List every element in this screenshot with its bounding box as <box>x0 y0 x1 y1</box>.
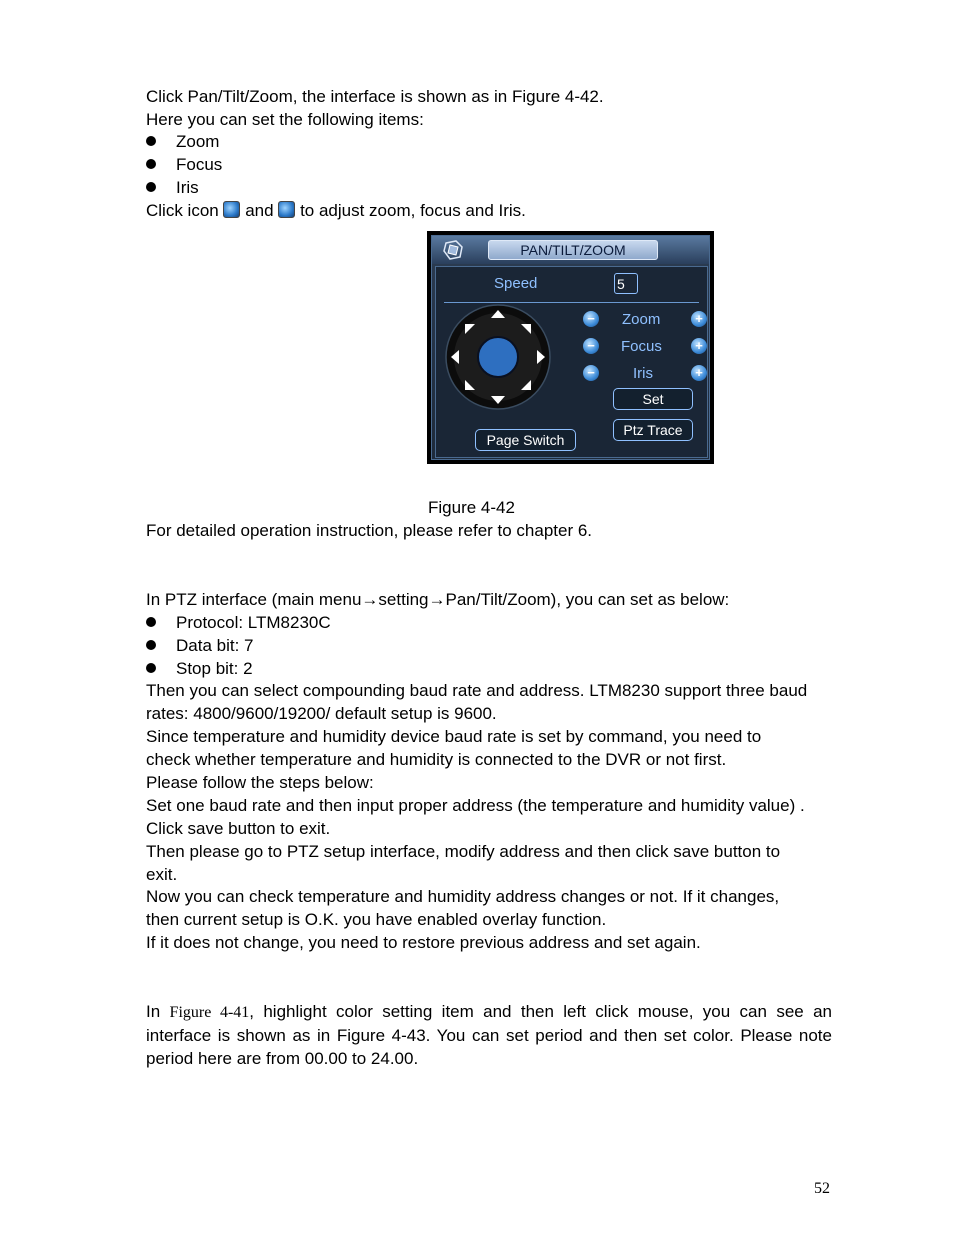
paragraph-step-2b: exit. <box>146 865 178 884</box>
paragraph-check-1: Since temperature and humidity device baud rate is set by command, you need to <box>146 727 762 746</box>
bullet-dot <box>146 640 156 650</box>
zoom-label: Zoom <box>622 311 661 328</box>
direction-pad[interactable] <box>445 304 551 410</box>
bullet-text: Protocol: LTM8230C <box>176 613 331 632</box>
iris-plus-icon[interactable]: + <box>691 365 707 381</box>
ptz-trace-button[interactable]: Ptz Trace <box>613 419 693 441</box>
icons-text-before: Click icon <box>146 201 219 220</box>
paragraph-ptz-interface: In PTZ interface (main menu→setting→Pan/Tilt/Zoom), you can set as below: <box>146 590 730 609</box>
color-text-post: , highlight color setting item and then left click mouse, you can see an interface is shown as in Figure 4-43. You can set period and then set color. Please note period here are from 00.00 to 24.00. <box>146 1002 832 1068</box>
paragraph-step-3: Now you can check temperature and humidity address changes or not. If it changes, <box>146 887 780 906</box>
paragraph-reference: For detailed operation instruction, please refer to chapter 6. <box>146 521 593 540</box>
bullet-dot <box>146 617 156 627</box>
paragraph-color-setting <box>146 1000 832 1070</box>
paragraph-step-1b: Click save button to exit. <box>146 819 331 838</box>
paragraph-step-4: If it does not change, you need to restore previous address and set again. <box>146 933 701 952</box>
iris-label: Iris <box>633 365 653 382</box>
divider <box>444 302 699 303</box>
ptz-dialog-frame <box>431 235 710 460</box>
page-number: 52 <box>814 1180 830 1197</box>
bullet-dot <box>146 136 156 146</box>
speed-input[interactable]: 5 <box>614 273 638 294</box>
color-text-pre: In <box>146 1002 161 1021</box>
bullet-dot <box>146 182 156 192</box>
paragraph-check-2: check whether temperature and humidity is connected to the DVR or not first. <box>146 750 727 769</box>
paragraph-step-3b: then current setup is O.K. you have enabled overlay function. <box>146 910 607 929</box>
ptz-title: PAN/TILT/ZOOM <box>488 240 658 260</box>
zoom-plus-icon[interactable]: + <box>691 311 707 327</box>
paragraph-step-2: Then please go to PTZ setup interface, modify address and then click save button to <box>146 842 781 861</box>
bullet-data-bit <box>146 634 254 657</box>
decrease-icon <box>223 201 240 218</box>
speed-label: Speed <box>494 275 538 292</box>
bullet-stop-bit <box>146 657 253 680</box>
icons-text-after: to adjust zoom, focus and Iris. <box>300 201 526 220</box>
paragraph-intro: Click Pan/Tilt/Zoom, the interface is shown as in Figure 4-42. <box>146 87 604 106</box>
bullet-text: Iris <box>176 178 199 197</box>
paragraph-baud-2: rates: 4800/9600/19200/ default setup is 9600. <box>146 704 497 723</box>
ptz-body <box>435 266 708 458</box>
zoom-minus-icon[interactable]: − <box>583 311 599 327</box>
bullet-focus <box>146 153 222 176</box>
paragraph-baud-1: Then you can select compounding baud rate and address. LTM8230 support three baud <box>146 681 808 700</box>
figure-reference: Figure 4-41 <box>169 1004 250 1021</box>
page-switch-button[interactable]: Page Switch <box>475 429 576 451</box>
set-button[interactable]: Set <box>613 388 693 410</box>
bullet-text: Data bit: 7 <box>176 636 254 655</box>
ptz-titlebar <box>432 236 709 264</box>
app-logo-icon <box>442 239 466 261</box>
paragraph-icons <box>146 199 526 222</box>
ptz-dialog <box>427 231 714 464</box>
figure-caption: Figure 4-42 <box>428 498 515 517</box>
iris-minus-icon[interactable]: − <box>583 365 599 381</box>
focus-minus-icon[interactable]: − <box>583 338 599 354</box>
paragraph-steps: Please follow the steps below: <box>146 773 374 792</box>
icons-text-mid: and <box>245 201 274 220</box>
bullet-text: Focus <box>176 155 223 174</box>
bullet-text: Zoom <box>176 132 220 151</box>
increase-icon <box>278 201 295 218</box>
bullet-text: Stop bit: 2 <box>176 659 253 678</box>
bullet-dot <box>146 159 156 169</box>
bullet-dot <box>146 663 156 673</box>
bullet-protocol <box>146 611 331 634</box>
focus-plus-icon[interactable]: + <box>691 338 707 354</box>
bullet-zoom <box>146 130 219 153</box>
bullet-iris <box>146 176 199 199</box>
paragraph-items: Here you can set the following items: <box>146 110 424 129</box>
paragraph-step-1: Set one baud rate and then input proper address (the temperature and humidity value) . <box>146 796 805 815</box>
focus-label: Focus <box>621 338 662 355</box>
